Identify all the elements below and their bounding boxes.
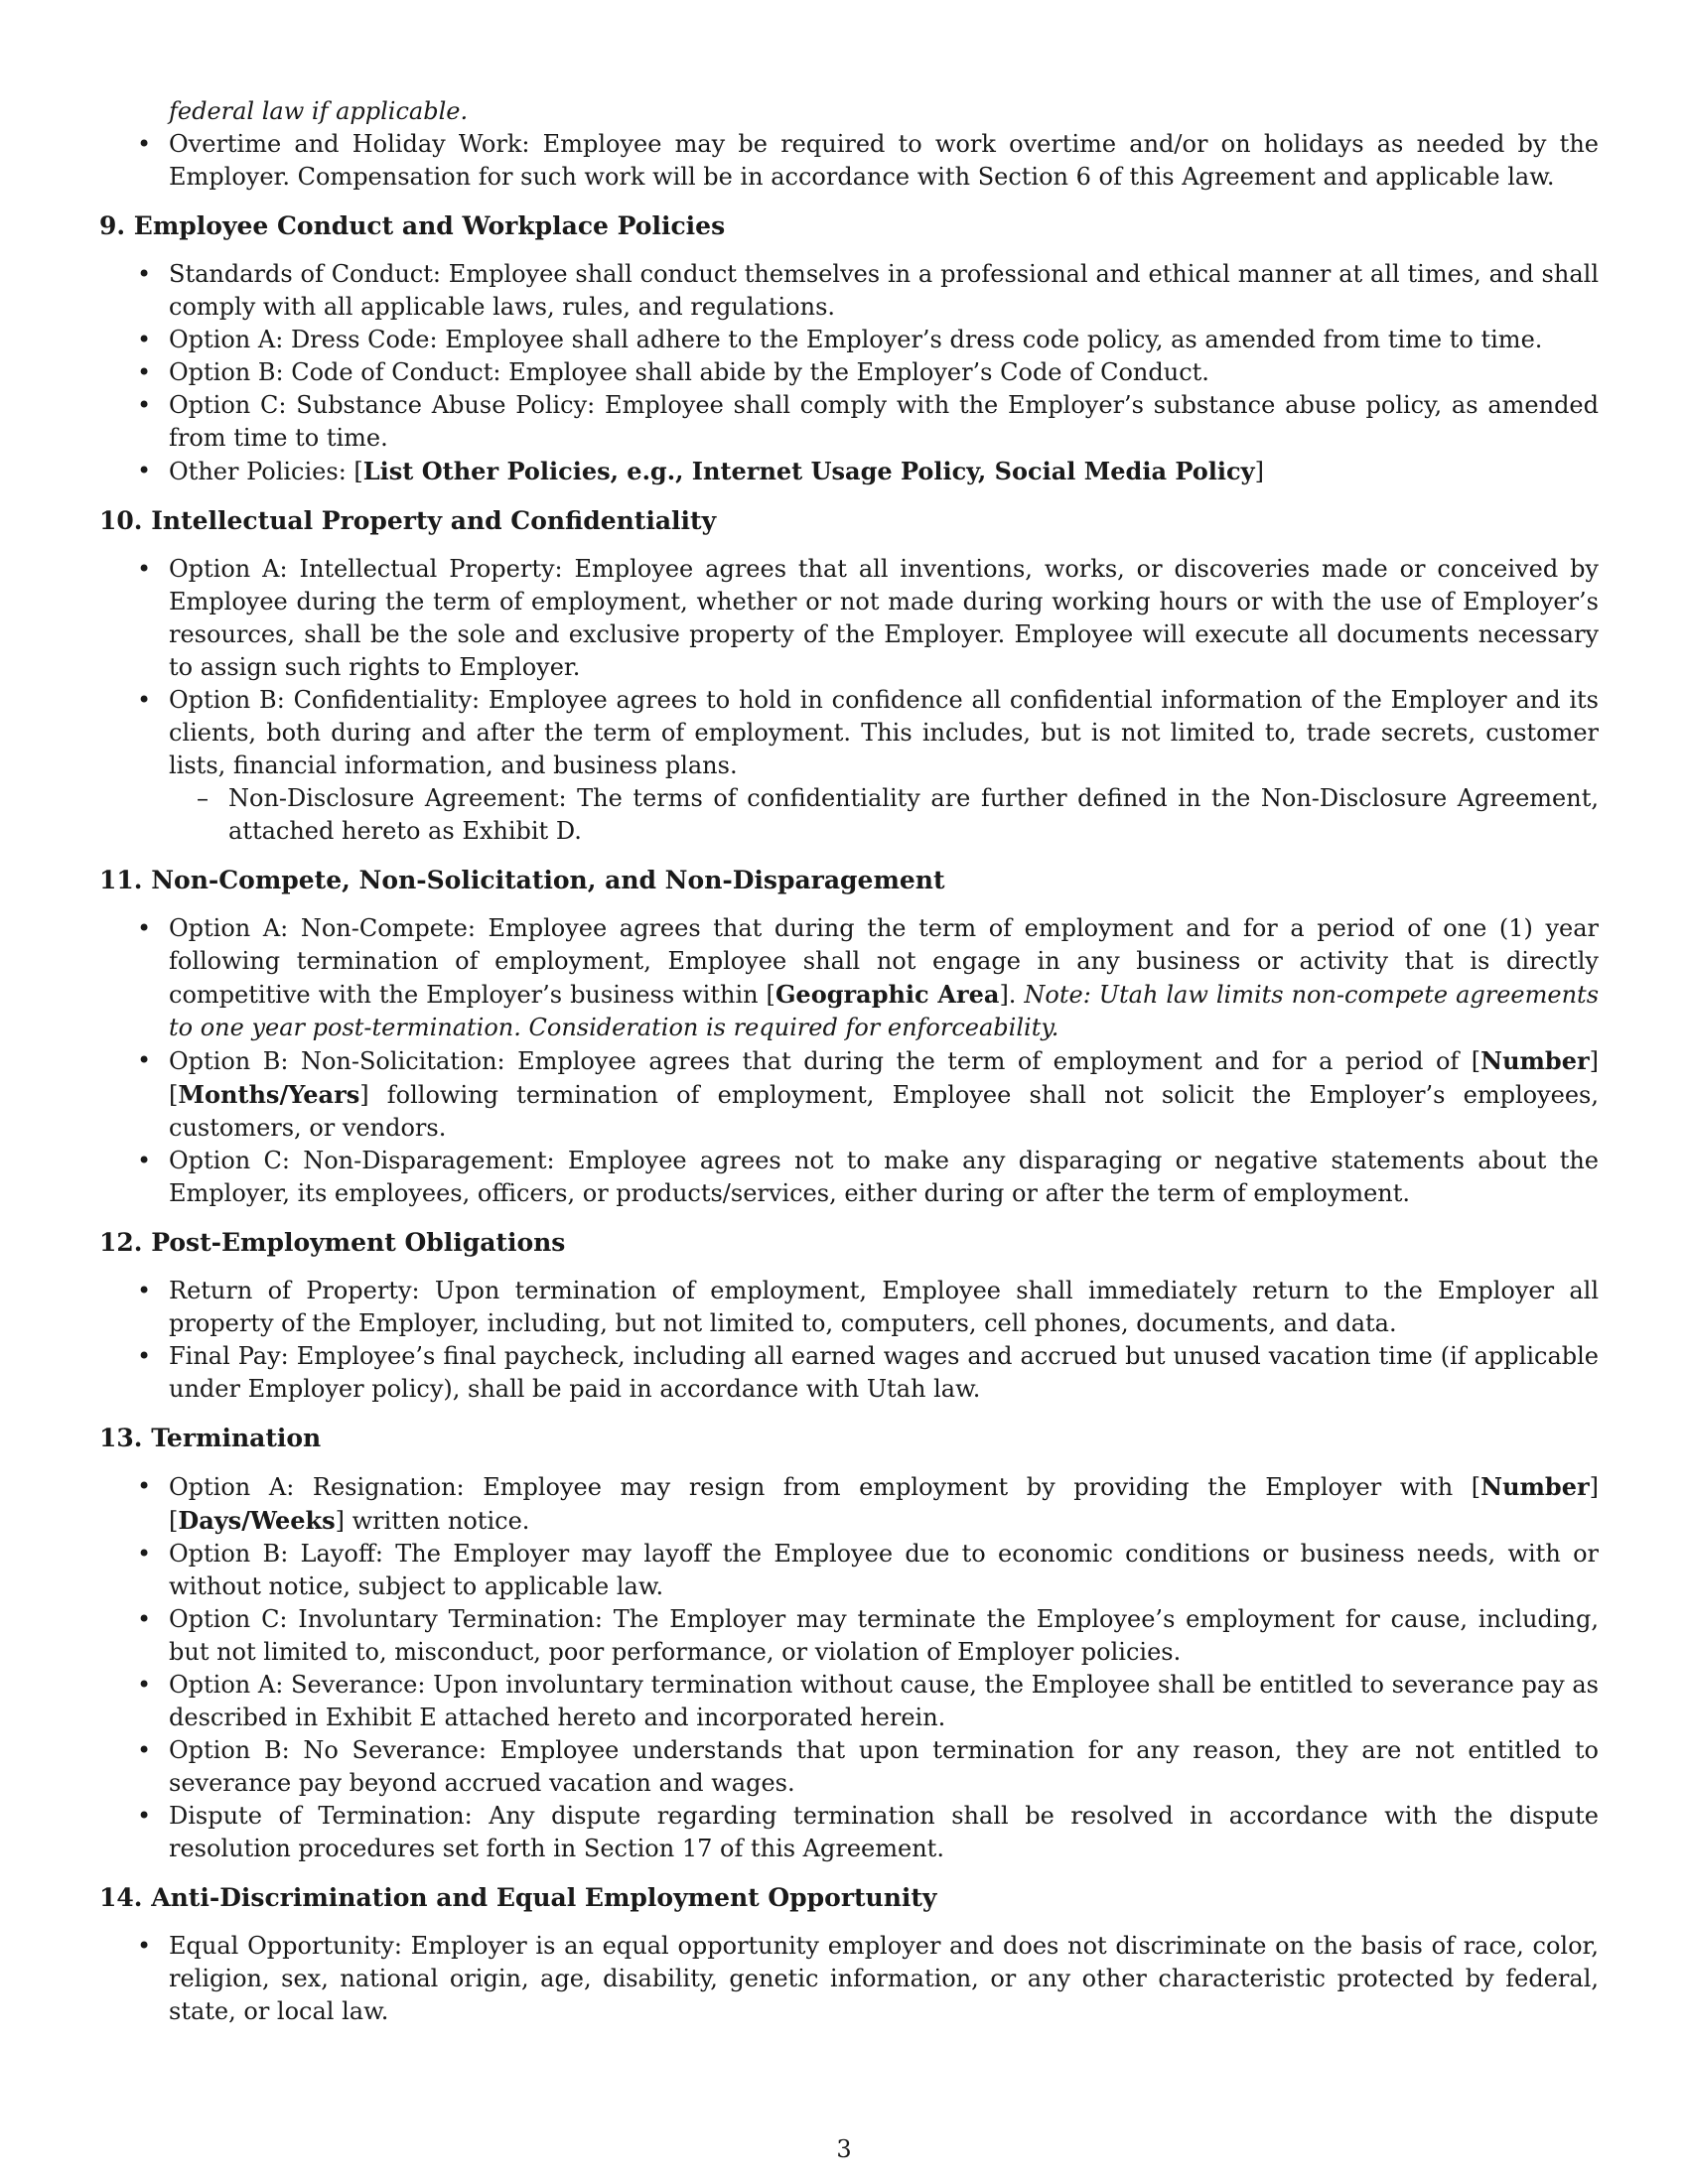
- section-8-list: [99, 128, 1599, 194]
- section-13-list: [99, 1470, 1599, 1865]
- list-item: • Option B: Confidentiality: Employee agrees to hold in confidence all confidential information of the Employer and its clients, both during and after the term of employment. This includes, but is not limited to, trade secrets, customer lists, financial information, and business plans.: [99, 684, 1599, 782]
- list-item: • Option B: No Severance: Employee understands that upon termination for any reason, they are not entitled to severance pay beyond accrued vacation and wages.: [99, 1734, 1599, 1800]
- list-item: • Final Pay: Employee’s final paycheck, including all earned wages and accrued but unused vacation time (if applicable under Employer policy), shall be paid in accordance with Utah law.: [99, 1340, 1599, 1406]
- list-item: • Option C: Non-Disparagement: Employee agrees not to make any disparaging or negative statements about the Employer, its employees, officers, or products/services, either during or after the term of employment.: [99, 1145, 1599, 1210]
- list-item: • Option B: Layoff: The Employer may layoff the Employee due to economic conditions or business needs, with or without notice, subject to applicable law.: [99, 1538, 1599, 1603]
- section-heading-9: 9. Employee Conduct and Workplace Policies: [99, 211, 726, 240]
- section-11-list: [99, 912, 1599, 1210]
- section-12-list: [99, 1275, 1599, 1406]
- text: Other Policies: [: [169, 458, 363, 485]
- section-heading-11: 11. Non-Compete, Non-Solicitation, and Non-Disparagement: [99, 866, 945, 894]
- section-heading-14: 14. Anti-Discrimination and Equal Employment Opportunity: [99, 1883, 937, 1912]
- sub-list-item: – Non-Disclosure Agreement: The terms of confidentiality are further defined in the Non-Disclosure Agreement, attached hereto as Exhibit D.: [99, 782, 1599, 848]
- text: ] written notice.: [335, 1507, 530, 1535]
- list-item: [99, 455, 1599, 488]
- text: ] [: [169, 1473, 1599, 1535]
- placeholder-field: Days/Weeks: [178, 1506, 336, 1535]
- placeholder-field: Number: [1480, 1472, 1590, 1501]
- list-item: • Return of Property: Upon termination of employment, Employee shall immediately return to the Employer all property of the Employer, including, but not limited to, computers, cell phones, documents, and data.: [99, 1275, 1599, 1340]
- section-14-list: [99, 1930, 1599, 2028]
- text: Option B: Non-Solicitation: Employee agrees that during the term of employment and for a period of [: [169, 1047, 1481, 1075]
- text: ]: [1254, 458, 1264, 485]
- list-item: • Option A: Severance: Upon involuntary termination without cause, the Employee shall be entitled to severance pay as described in Exhibit E attached hereto and incorporated herein.: [99, 1669, 1599, 1734]
- list-item: • Option A: Intellectual Property: Employee agrees that all inventions, works, or discoveries made or conceived by Employee during the term of employment, whether or not made during working hours or with the use of Employer’s resources, shall be the sole and exclusive property of the Employer. Employee will execute all documents necessary to assign such rights to Employer.: [99, 553, 1599, 684]
- placeholder-field: Geographic Area: [774, 980, 1000, 1009]
- list-item: [99, 1470, 1599, 1538]
- page-number: 3: [836, 2135, 852, 2163]
- placeholder-field: List Other Policies, e.g., Internet Usage Policy, Social Media Policy: [362, 457, 1255, 485]
- list-item: • Equal Opportunity: Employer is an equal opportunity employer and does not discriminate on the basis of race, color, religion, sex, national origin, age, disability, genetic information, or any other characteristic protected by federal, state, or local law.: [99, 1930, 1599, 2028]
- document-page: [99, 95, 1599, 2028]
- list-item: • Option C: Involuntary Termination: The Employer may terminate the Employee’s employment for cause, including, but not limited to, misconduct, poor performance, or violation of Employer policies.: [99, 1603, 1599, 1669]
- section-10-list: [99, 553, 1599, 848]
- placeholder-field: Number: [1480, 1046, 1590, 1075]
- section-heading-13: 13. Termination: [99, 1424, 322, 1452]
- text: ].: [999, 981, 1025, 1009]
- section-9-list: [99, 258, 1599, 488]
- list-item: • Option B: Code of Conduct: Employee shall abide by the Employer’s Code of Conduct.: [99, 356, 1599, 389]
- list-item: • Dispute of Termination: Any dispute regarding termination shall be resolved in accordance with the dispute resolution procedures set forth in Section 17 of this Agreement.: [99, 1800, 1599, 1865]
- list-item: [99, 1044, 1599, 1145]
- text: ] following termination of employment, Employee shall not solicit the Employer’s employees, customers, or vendors.: [169, 1081, 1599, 1142]
- note-text: Note: Utah law limits non-compete agreements to one year post-termination. Consideration is required for enforceability.: [169, 981, 1600, 1041]
- carryover-text: federal law if applicable.: [169, 97, 469, 125]
- placeholder-field: Months/Years: [178, 1080, 360, 1109]
- text: Option A: Resignation: Employee may resign from employment by providing the Employer with [: [169, 1473, 1481, 1501]
- list-item: • Option A: Dress Code: Employee shall adhere to the Employer’s dress code policy, as amended from time to time.: [99, 324, 1599, 356]
- section-heading-10: 10. Intellectual Property and Confidentiality: [99, 506, 717, 535]
- text: ] [: [169, 1047, 1599, 1109]
- text: Option A: Non-Compete: Employee agrees that during the term of employment and for a period of one (1) year following termination of employment, Employee shall not engage in any business or activity that is directly competitive with the Employer’s business within [: [169, 914, 1599, 1009]
- section-heading-12: 12. Post-Employment Obligations: [99, 1228, 566, 1257]
- list-item: • Overtime and Holiday Work: Employee may be required to work overtime and/or on holidays as needed by the Employer. Compensation for such work will be in accordance with Section 6 of this Agreement and applicable law.: [99, 128, 1599, 194]
- list-item: • Standards of Conduct: Employee shall conduct themselves in a professional and ethical manner at all times, and shall comply with all applicable laws, rules, and regulations.: [99, 258, 1599, 324]
- list-item: • Option C: Substance Abuse Policy: Employee shall comply with the Employer’s substance abuse policy, as amended from time to time.: [99, 389, 1599, 455]
- list-item: [99, 912, 1599, 1044]
